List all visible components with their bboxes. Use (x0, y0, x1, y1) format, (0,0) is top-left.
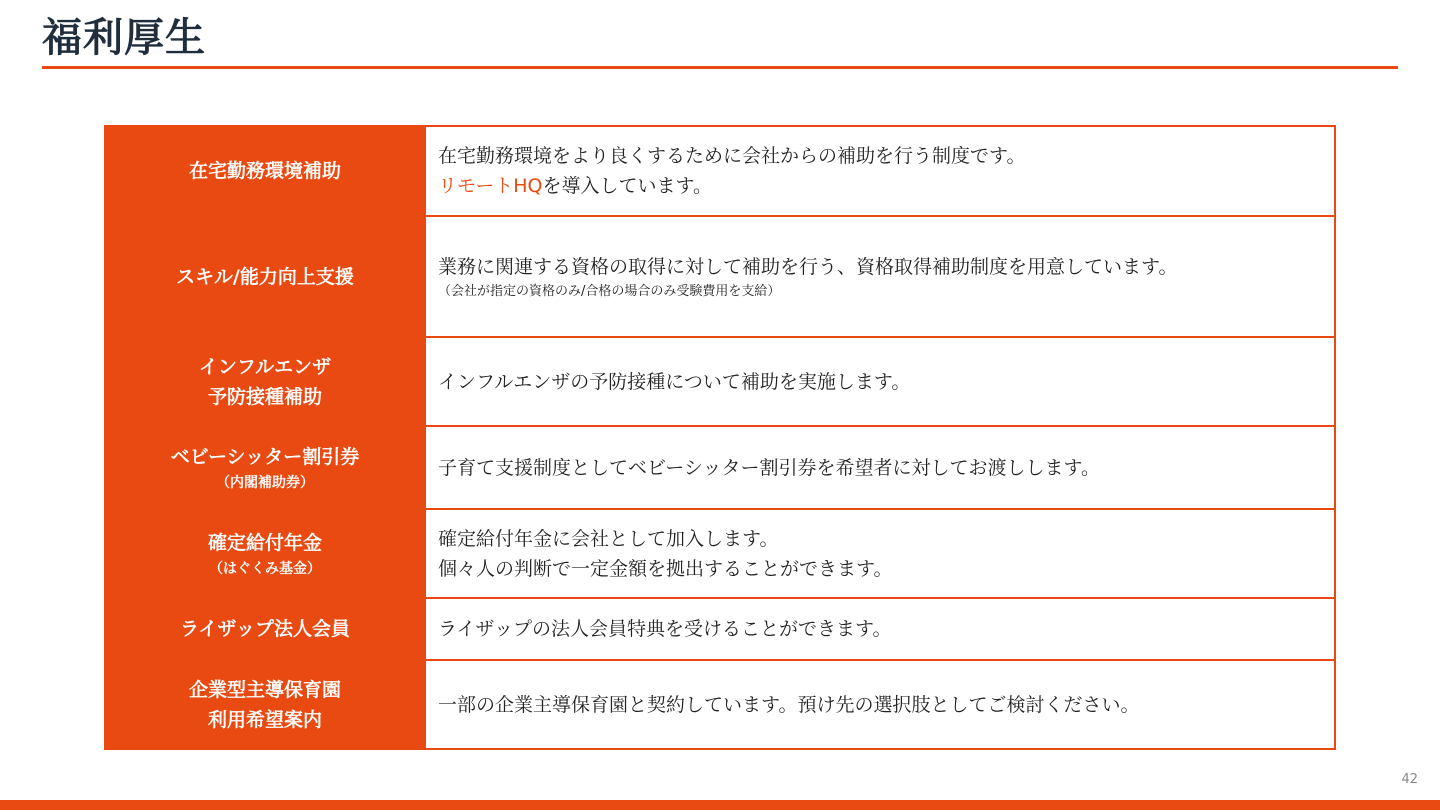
page-title: 福利厚生 (42, 15, 206, 61)
benefit-category-cell (105, 660, 425, 749)
footer-accent-bar (0, 800, 1440, 810)
table-row (105, 660, 1335, 749)
benefit-description-cell (425, 337, 1335, 426)
table-row (105, 426, 1335, 509)
benefit-category: インフルエンザ 予防接種補助 (198, 355, 332, 408)
benefit-description-line: 個々人の判断で一定金額を拠出することができます。 (438, 557, 893, 580)
benefit-category: ベビーシッター割引券 (170, 445, 360, 468)
benefit-description-cell (425, 126, 1335, 216)
table-row (105, 216, 1335, 337)
benefit-category: 在宅勤務環境補助 (188, 160, 341, 182)
benefit-category-cell (105, 126, 425, 216)
benefit-description: 一部の企業主導保育園と契約しています。預け先の選択肢としてご検討ください。 (438, 693, 1140, 716)
benefit-description-cell (425, 598, 1335, 660)
title-divider (42, 66, 1398, 69)
benefit-description: 業務に関連する資格の取得に対して補助を行う、資格取得補助制度を用意しています。 (438, 255, 1178, 278)
benefit-category-note: （はぐくみ基金） (209, 560, 321, 577)
benefit-category-cell (105, 598, 425, 660)
table-row (105, 126, 1335, 216)
table-row (105, 598, 1335, 660)
table-row (105, 509, 1335, 598)
benefit-category-cell (105, 337, 425, 426)
benefit-description-text: を導入しています。 (542, 175, 712, 197)
benefit-category-cell (105, 216, 425, 337)
benefit-category: 確定給付年金 (207, 531, 322, 554)
benefit-description: 子育て支援制度としてベビーシッター割引券を希望者に対してお渡しします。 (438, 456, 1100, 479)
page-number: 42 (1401, 772, 1418, 787)
benefit-category: 企業型主導保育園 利用希望案内 (188, 678, 341, 731)
benefit-description-line (438, 171, 1322, 201)
benefit-description: 確定給付年金に会社として加入します。 (438, 527, 779, 550)
benefit-category-cell (105, 509, 425, 598)
benefit-description: インフルエンザの予防接種について補助を実施します。 (438, 370, 911, 393)
benefit-note: （会社が指定の資格のみ/合格の場合のみ受験費用を支給） (438, 283, 781, 299)
benefit-description-cell (425, 216, 1335, 337)
remote-hq-link[interactable]: リモートHQ (438, 175, 543, 197)
benefit-description-cell (425, 509, 1335, 598)
benefit-description: 在宅勤務環境をより良くするために会社からの補助を行う制度です。 (438, 145, 1026, 167)
table-row (105, 337, 1335, 426)
benefit-category-cell (105, 426, 425, 509)
benefit-category: ライザップ法人会員 (179, 618, 351, 640)
benefit-description-cell (425, 660, 1335, 749)
benefit-category: スキル/能力向上支援 (176, 265, 354, 288)
benefits-table (104, 125, 1336, 750)
benefit-description-cell (425, 426, 1335, 509)
benefit-category-note: （内閣補助券） (216, 474, 314, 491)
benefit-description: ライザップの法人会員特典を受けることができます。 (438, 618, 892, 640)
